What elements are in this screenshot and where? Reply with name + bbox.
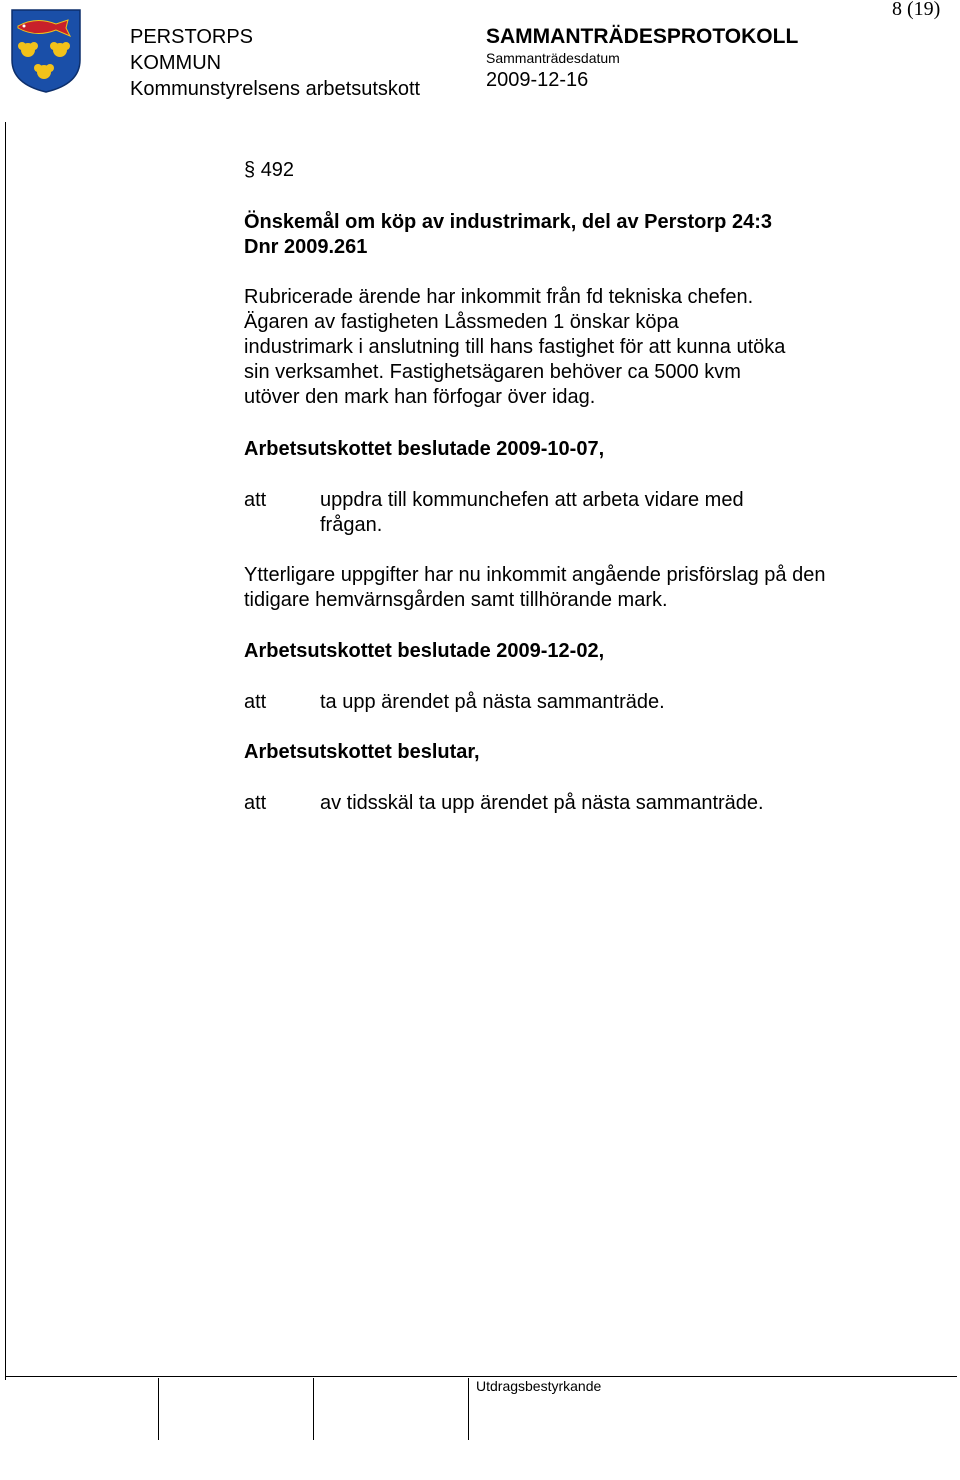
shield-icon (10, 8, 82, 94)
decision1-att: att (244, 489, 267, 511)
signature-box-divider (313, 1378, 314, 1440)
dnr: Dnr 2009.261 (244, 236, 368, 258)
signature-box-divider (158, 1378, 159, 1440)
decision1-text (320, 488, 820, 538)
decision3-att: att (244, 792, 267, 814)
page-number: 8 (19) (892, 0, 941, 20)
section-heading (244, 158, 294, 183)
decision1-heading: Arbetsutskottet beslutade 2009-10-07, (244, 438, 605, 460)
left-margin-line (5, 122, 6, 1380)
intro-paragraph (244, 285, 924, 410)
meeting-date: 2009-12-16 (486, 69, 589, 91)
date-label: Sammanträdesdatum (486, 50, 620, 66)
section-symbol: § (244, 159, 256, 181)
org-committee: Kommunstyrelsens arbetsutskott (130, 78, 421, 100)
intro-line: industrimark i anslutning till hans fastighet för att kunna utöka (244, 336, 786, 358)
signature-box-divider (468, 1378, 469, 1440)
info-line: tidigare hemvärnsgården samt tillhörande mark. (244, 589, 668, 611)
decision2-text: ta upp ärendet på nästa sammanträde. (320, 691, 665, 713)
info-line: Ytterligare uppgifter har nu inkommit angående prisförslag på den (244, 564, 826, 586)
coat-of-arms-logo (10, 8, 82, 94)
decision2-att: att (244, 691, 267, 713)
section-title-text: Önskemål om köp av industrimark, del av Perstorp 24:3 (244, 211, 772, 233)
intro-line: utöver den mark han förfogar över idag. (244, 386, 596, 408)
certification-label: Utdragsbestyrkande (476, 1378, 602, 1394)
decision1-line: frågan. (320, 514, 383, 536)
intro-line: sin verksamhet. Fastighetsägaren behöver ca 5000 kvm (244, 361, 741, 383)
decision3-heading: Arbetsutskottet beslutar, (244, 741, 480, 763)
header-org (130, 24, 420, 102)
footer-divider (5, 1376, 957, 1377)
decision3-text: av tidsskäl ta upp ärendet på nästa sammanträde. (320, 792, 764, 814)
info-paragraph (244, 563, 924, 613)
org-name-line2: KOMMUN (130, 52, 222, 74)
intro-line: Ägaren av fastigheten Låssmeden 1 önskar köpa (244, 311, 679, 333)
decision1-line: uppdra till kommunchefen att arbeta vidare med (320, 489, 744, 511)
section-number: 492 (260, 159, 295, 181)
section-title (244, 210, 924, 260)
org-name-line1: PERSTORPS (130, 26, 253, 48)
intro-line: Rubricerade ärende har inkommit från fd tekniska chefen. (244, 286, 754, 308)
doc-type-title: SAMMANTRÄDESPROTOKOLL (486, 25, 799, 48)
decision2-heading: Arbetsutskottet beslutade 2009-12-02, (244, 640, 605, 662)
